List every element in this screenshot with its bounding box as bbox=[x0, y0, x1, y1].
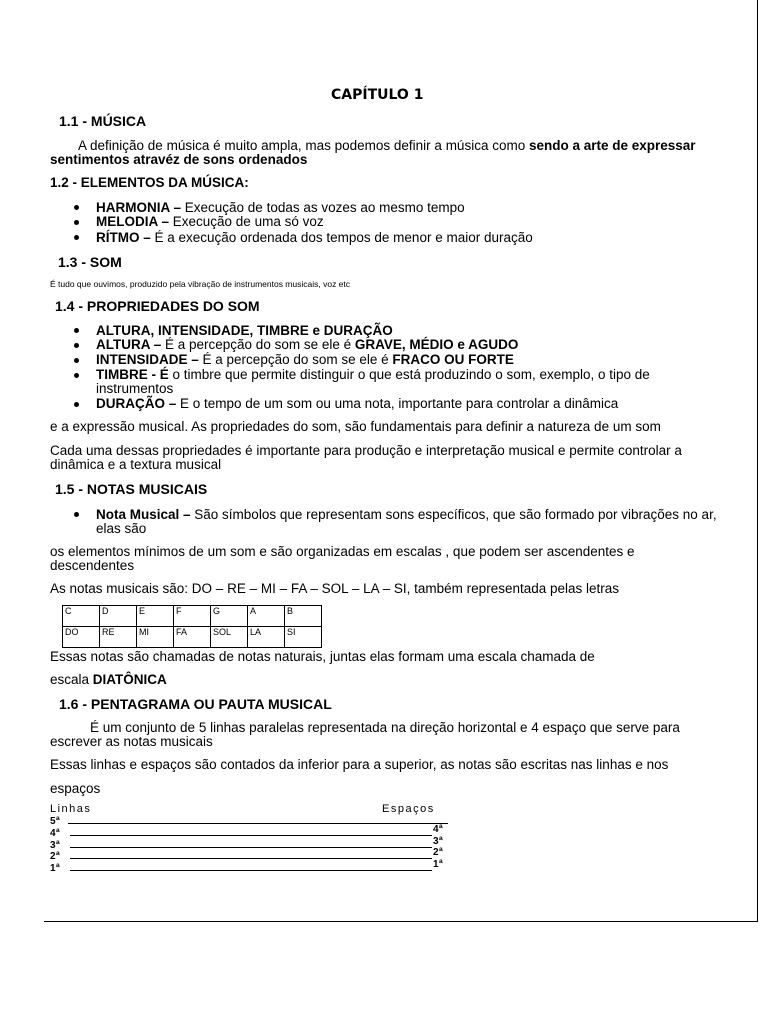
term-harmonia: HARMONIA – bbox=[96, 200, 185, 215]
term-nota-musical: Nota Musical – bbox=[96, 507, 195, 522]
staff-line-number: 4ª bbox=[50, 828, 61, 839]
list-item-timbre bbox=[96, 367, 650, 382]
bullet-icon bbox=[74, 220, 79, 225]
list-item-nota-musical bbox=[96, 507, 717, 522]
term-melodia: MELODIA – bbox=[96, 214, 173, 229]
bullet-icon bbox=[74, 205, 79, 210]
desc-timbre: o timbre que permite distinguir o que está produzindo o som, exemplo, o tipo de bbox=[172, 367, 650, 382]
desc-ritmo: É a execução ordenada dos tempos de menor e maior duração bbox=[154, 230, 533, 245]
scale-name: DIATÔNICA bbox=[92, 672, 167, 687]
altura-values: GRAVE, MÉDIO e AGUDO bbox=[354, 337, 519, 352]
list-item-melodia bbox=[96, 214, 324, 229]
table-cell: G bbox=[211, 606, 248, 627]
section-1-6-paragraph1-line2: escrever as notas musicais bbox=[50, 734, 213, 749]
bullet-icon bbox=[74, 328, 79, 333]
table-cell: C bbox=[63, 606, 100, 627]
notes-table bbox=[62, 605, 322, 648]
term-timbre: TIMBRE - É bbox=[96, 367, 173, 382]
table-cell: D bbox=[100, 606, 137, 627]
staff-line bbox=[70, 870, 432, 871]
table-cell: A bbox=[248, 606, 285, 627]
staff-space-number: 2ª bbox=[433, 847, 444, 858]
term-ritmo: RÍTMO – bbox=[96, 230, 155, 245]
list-item-ritmo bbox=[96, 230, 533, 245]
section-1-4-paragraph2-line2: dinâmica e a textura musical bbox=[50, 457, 222, 472]
bullet-icon bbox=[74, 343, 79, 348]
section-1-5-paragraph1-line2: descendentes bbox=[50, 558, 135, 573]
bullet-icon bbox=[74, 512, 79, 517]
section-1-2-heading: 1.2 - ELEMENTOS DA MÚSICA: bbox=[50, 175, 249, 190]
staff-line bbox=[68, 823, 448, 824]
desc-intensidade: É a percepção do som se ele é bbox=[202, 352, 393, 367]
intensidade-values: FRACO OU FORTE bbox=[392, 352, 514, 367]
table-cell: SOL bbox=[211, 627, 248, 648]
bullet-icon bbox=[74, 373, 79, 378]
section-1-4-paragraph1: e a expressão musical. As propriedades do som, são fundamentais para definir a natureza de um som bbox=[50, 419, 661, 434]
staff-line bbox=[70, 858, 432, 859]
staff-space-number: 3ª bbox=[433, 836, 444, 847]
section-1-5-paragraph1-line1: os elementos mínimos de um som e são organizadas em escalas , que podem ser ascendentes e bbox=[50, 544, 635, 559]
section-1-3-heading: 1.3 - SOM bbox=[58, 254, 122, 270]
table-row bbox=[63, 627, 322, 648]
staff-lines-label: Linhas bbox=[50, 803, 92, 815]
table-cell: E bbox=[137, 606, 174, 627]
table-cell: SI bbox=[285, 627, 322, 648]
desc-nota-musical: São símbolos que representam sons específicos, que são formado por vibrações no ar, bbox=[194, 507, 717, 522]
definition-text: A definição de música é muito ampla, mas podemos definir a música como bbox=[78, 138, 529, 153]
desc-duracao: E o tempo de um som ou uma nota, importante para controlar a dinâmica bbox=[180, 396, 619, 411]
section-1-4-paragraph2-line1: Cada uma dessas propriedades é importante para produção e interpretação musical e permite controlar a bbox=[50, 443, 682, 458]
table-cell: DO bbox=[63, 627, 100, 648]
staff-line-number: 2ª bbox=[50, 851, 61, 862]
list-item-altura bbox=[96, 337, 518, 352]
staff-line-number: 1ª bbox=[50, 863, 61, 874]
desc-harmonia: Execução de todas as vozes ao mesmo tempo bbox=[184, 200, 465, 215]
scale-text: escala bbox=[50, 672, 93, 687]
staff-line-number: 5ª bbox=[50, 816, 61, 827]
section-1-1-text-line1 bbox=[78, 138, 696, 153]
section-1-6-heading: 1.6 - PENTAGRAMA OU PAUTA MUSICAL bbox=[59, 696, 332, 712]
list-item-duracao bbox=[96, 396, 618, 411]
table-cell: B bbox=[285, 606, 322, 627]
table-cell: F bbox=[174, 606, 211, 627]
list-item-harmonia bbox=[96, 200, 465, 215]
section-1-5-paragraph3: Essas notas são chamadas de notas naturais, juntas elas formam uma escala chamada de bbox=[50, 649, 595, 664]
section-1-6-paragraph2-line2: espaços bbox=[50, 781, 101, 796]
list-item-nota-musical-cont: elas são bbox=[96, 521, 147, 536]
term-intensidade: INTENSIDADE – bbox=[96, 352, 203, 367]
table-cell: FA bbox=[174, 627, 211, 648]
page-frame-bottom bbox=[44, 921, 758, 922]
bullet-icon bbox=[74, 402, 79, 407]
staff-line-number: 3ª bbox=[50, 840, 61, 851]
page-frame-right bbox=[757, 0, 758, 922]
section-1-5-paragraph2: As notas musicais são: DO – RE – MI – FA – SOL – LA – SI, também representada pelas letras bbox=[50, 581, 620, 596]
section-1-5-paragraph4 bbox=[50, 672, 167, 687]
bullet-icon bbox=[74, 235, 79, 240]
chapter-title: CAPÍTULO 1 bbox=[331, 87, 424, 103]
list-item-properties: ALTURA, INTENSIDADE, TIMBRE e DURAÇÃO bbox=[96, 323, 393, 338]
table-cell: LA bbox=[248, 627, 285, 648]
staff-spaces-label: Espaços bbox=[382, 803, 435, 815]
section-1-1-heading: 1.1 - MÚSICA bbox=[59, 113, 147, 129]
section-1-6-paragraph2-line1: Essas linhas e espaços são contados da inferior para a superior, as notas são escritas nas linhas e nos bbox=[50, 757, 669, 772]
definition-bold: sendo a arte de expressar bbox=[528, 138, 696, 153]
table-cell: MI bbox=[137, 627, 174, 648]
section-1-5-heading: 1.5 - NOTAS MUSICAIS bbox=[55, 481, 208, 497]
section-1-4-heading: 1.4 - PROPRIEDADES DO SOM bbox=[55, 298, 260, 314]
staff-space-number: 4ª bbox=[433, 824, 444, 835]
section-1-6-paragraph1-line1: É um conjunto de 5 linhas paralelas representada na direção horizontal e 4 espaço que serve para bbox=[90, 720, 680, 735]
list-item-intensidade bbox=[96, 352, 514, 367]
list-item-timbre-cont: instrumentos bbox=[96, 381, 174, 396]
term-duracao: DURAÇÃO – bbox=[96, 396, 181, 411]
desc-melodia: Execução de uma só voz bbox=[172, 214, 324, 229]
table-row bbox=[63, 606, 322, 627]
staff-space-number: 1ª bbox=[433, 859, 444, 870]
staff-line bbox=[70, 847, 432, 848]
section-1-1-text-line2: sentimentos atravéz de sons ordenados bbox=[50, 152, 308, 167]
section-1-3-text: É tudo que ouvimos, produzido pela vibração de instrumentos musicais, voz etc bbox=[50, 279, 351, 289]
table-cell: RE bbox=[100, 627, 137, 648]
desc-altura: É a percepção do som se ele é bbox=[165, 337, 355, 352]
bullet-icon bbox=[74, 358, 79, 363]
staff-line bbox=[70, 835, 432, 836]
term-altura: ALTURA – bbox=[96, 337, 165, 352]
